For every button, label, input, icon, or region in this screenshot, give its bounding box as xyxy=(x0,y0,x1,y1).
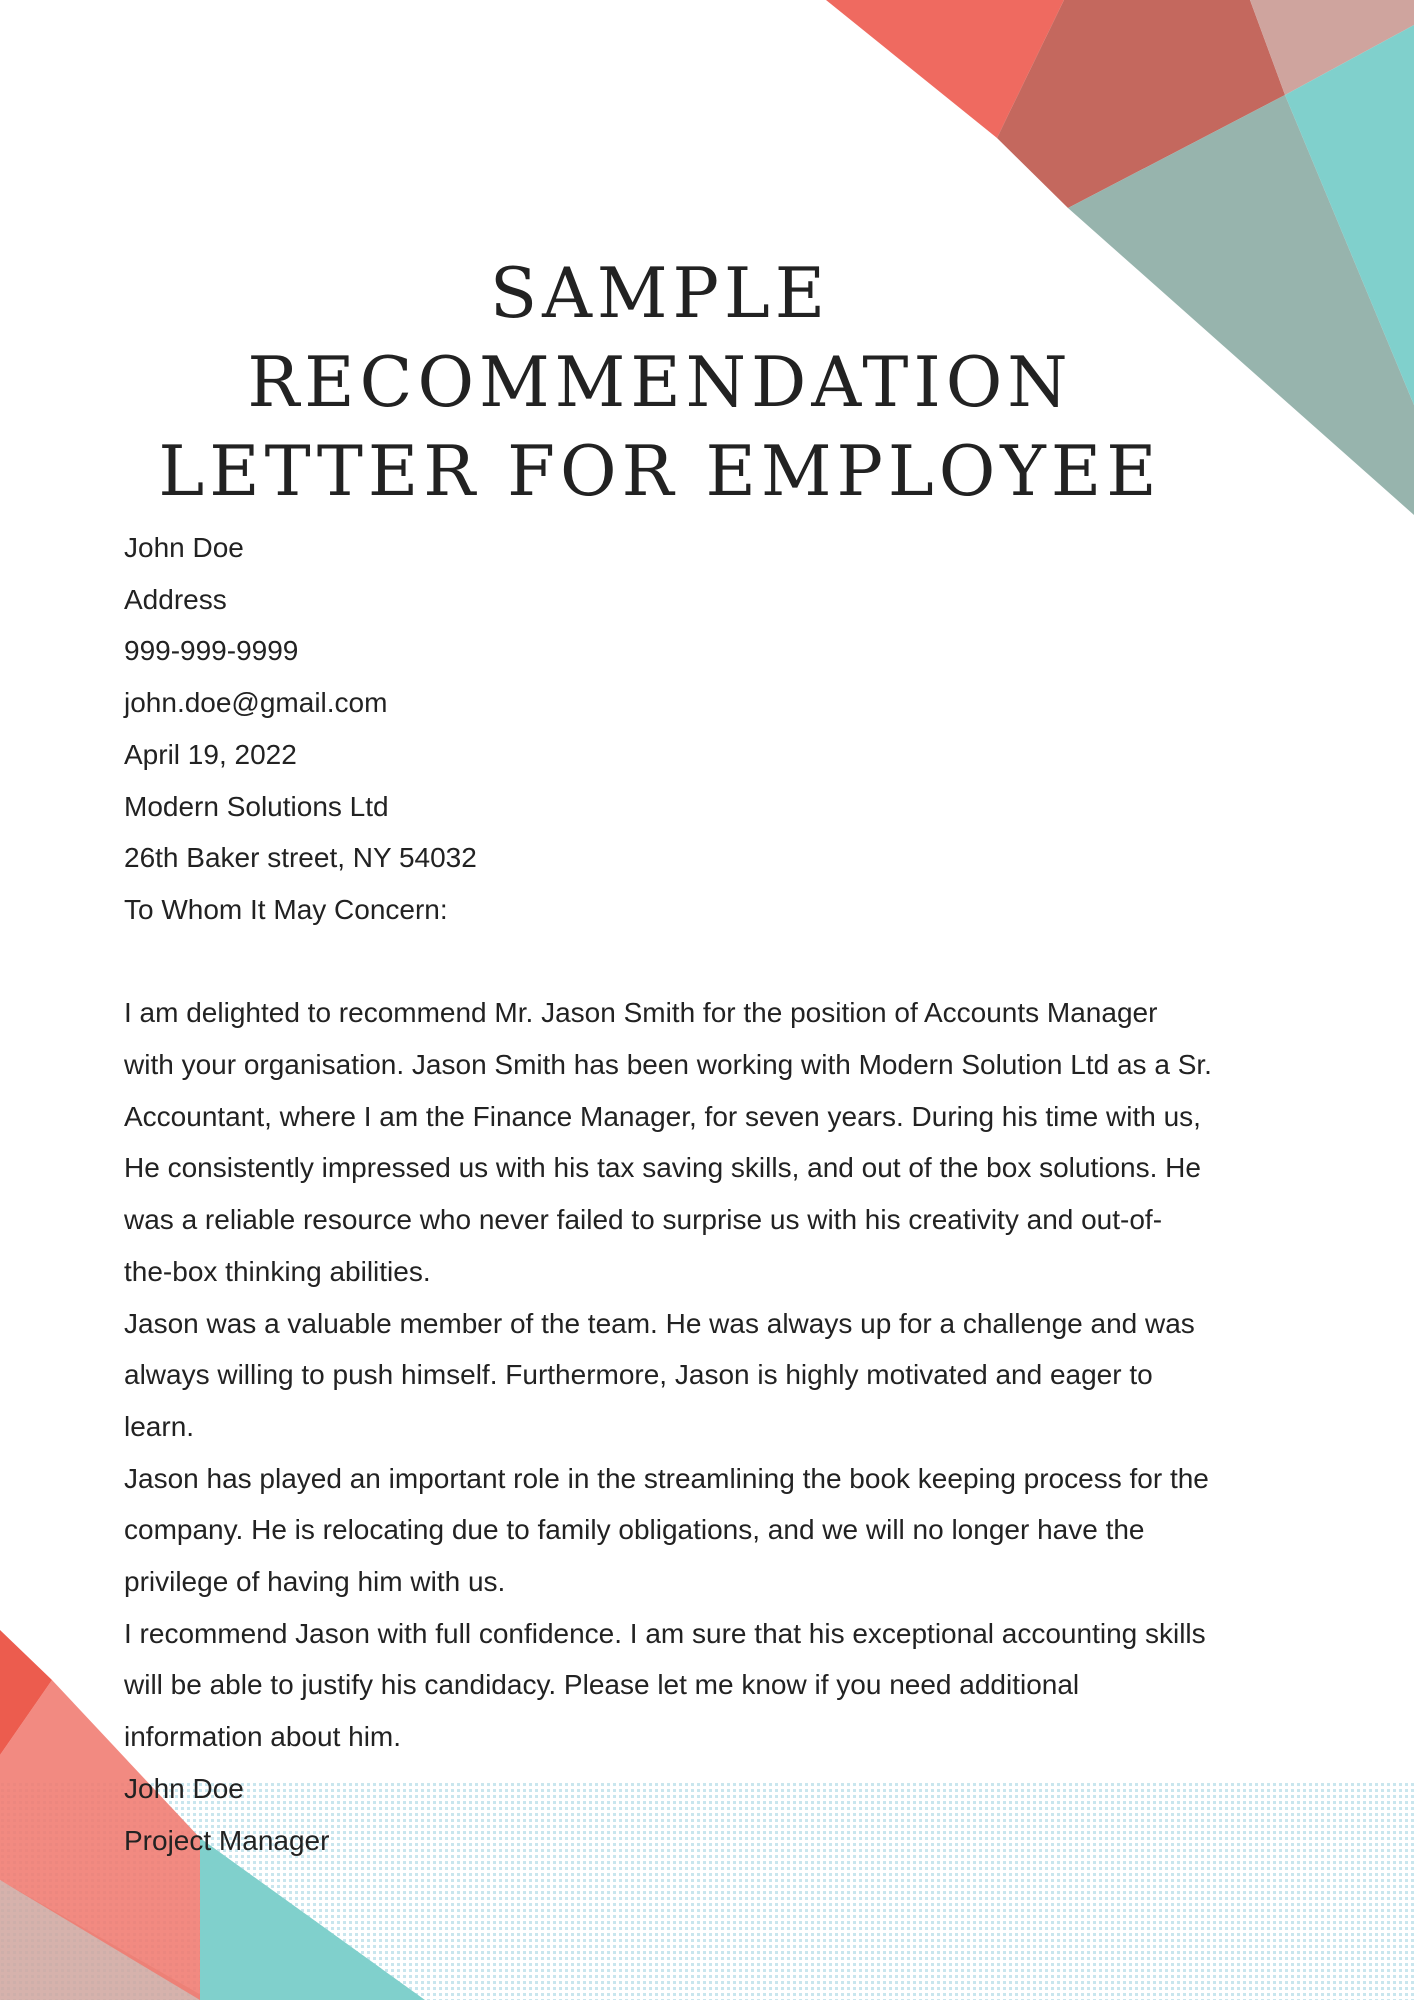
letter-date: April 19, 2022 xyxy=(124,738,297,770)
title-line: SAMPLE xyxy=(489,254,831,334)
salutation: To Whom It May Concern: xyxy=(124,893,448,925)
body-line: information about him. xyxy=(124,1721,402,1753)
body-line: will be able to justify his candidacy. Please let me know if you need additional xyxy=(124,1669,1080,1701)
spacer xyxy=(124,936,1224,988)
body-line: He consistently impressed us with his tax saving skills, and out of the box solutions. He xyxy=(124,1152,1201,1184)
recipient-company: Modern Solutions Ltd xyxy=(124,790,389,822)
body-line: the-box thinking abilities. xyxy=(124,1255,431,1287)
body-line: privilege of having him with us. xyxy=(124,1566,506,1598)
body-line: with your organisation. Jason Smith has been working with Modern Solution Ltd as a Sr. xyxy=(124,1049,1212,1081)
body-line: Accountant, where I am the Finance Manager, for seven years. During his time with us, xyxy=(124,1100,1201,1132)
sender-email: john.doe@gmail.com xyxy=(124,687,388,719)
body-line: always willing to push himself. Furthermore, Jason is highly motivated and eager to xyxy=(124,1359,1153,1391)
body-line: I recommend Jason with full confidence. I am sure that his exceptional accounting skills xyxy=(124,1617,1206,1649)
sender-phone: 999-999-9999 xyxy=(124,635,299,667)
body-line: Jason was a valuable member of the team. He was always up for a challenge and was xyxy=(124,1307,1195,1339)
page-title xyxy=(0,250,1320,517)
body-line: learn. xyxy=(124,1410,195,1442)
body-line: Jason has played an important role in the streamlining the book keeping process for the xyxy=(124,1462,1209,1494)
title-line: LETTER FOR EMPLOYEE xyxy=(158,432,1162,512)
letter-body xyxy=(124,522,1224,1866)
signature-name: John Doe xyxy=(124,1772,244,1804)
recipient-address: 26th Baker street, NY 54032 xyxy=(124,842,477,874)
body-line: I am delighted to recommend Mr. Jason Smith for the position of Accounts Manager xyxy=(124,997,1158,1029)
sender-name: John Doe xyxy=(124,532,244,563)
title-line: RECOMMENDATION xyxy=(247,343,1073,423)
sender-address: Address xyxy=(124,583,227,615)
body-line: company. He is relocating due to family obligations, and we will no longer have the xyxy=(124,1514,1145,1546)
body-line: was a reliable resource who never failed to surprise us with his creativity and out-of- xyxy=(124,1204,1163,1236)
signature-role: Project Manager xyxy=(124,1824,330,1856)
